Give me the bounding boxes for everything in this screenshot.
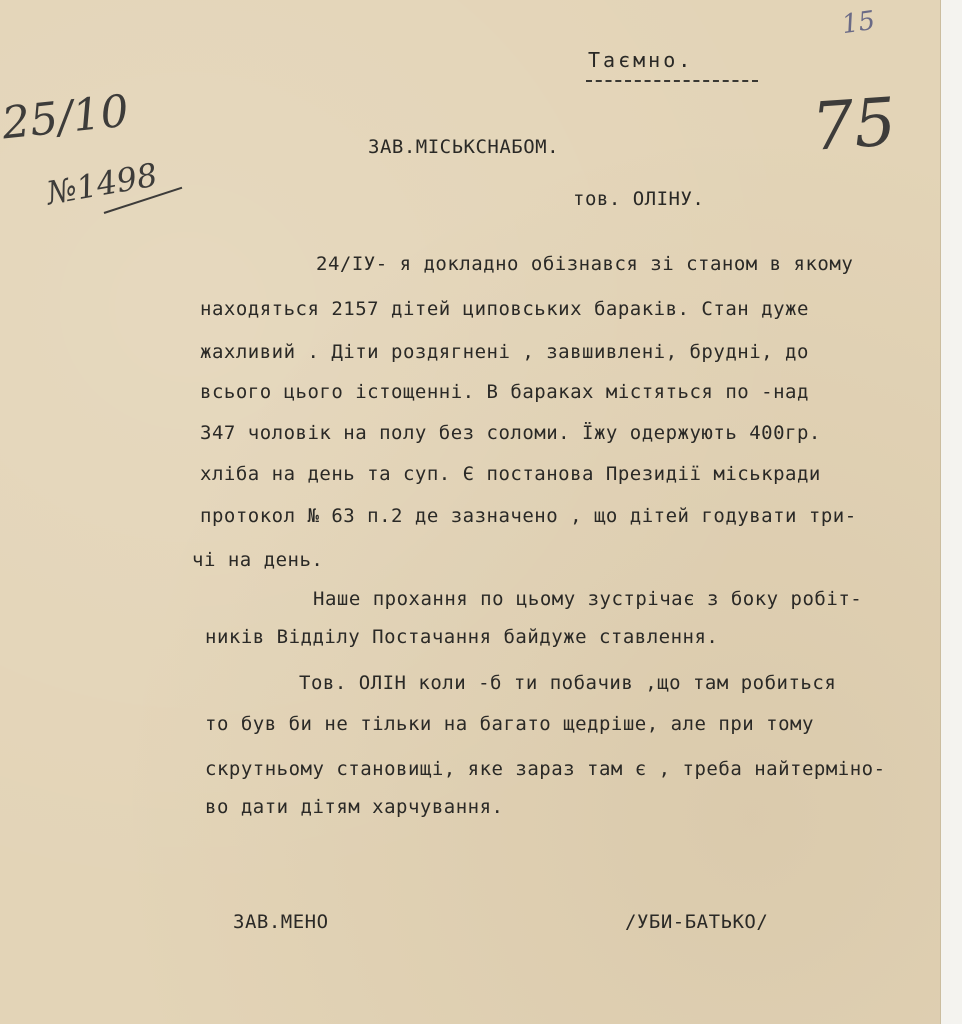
body-line: во дати дітям харчування.: [205, 796, 504, 818]
handwritten-folio-number: 75: [809, 83, 899, 166]
signer-title: ЗАВ.МЕНО: [233, 911, 329, 933]
body-line: 347 чоловік на полу без соломи. Їжу одержують 400гр.: [200, 422, 821, 444]
signer-name: /УБИ-БАТЬКО/: [625, 911, 769, 933]
body-line: жахливий . Діти роздягнені , завшивлені, брудні, до: [200, 341, 809, 363]
handwritten-date: 25/10: [0, 85, 132, 150]
body-line: находяться 2157 дітей циповських бараків. Стан дуже: [200, 298, 809, 320]
handwritten-registry-number: №1498: [43, 155, 161, 213]
classification-stamp: Таємно.: [588, 48, 694, 72]
body-line: всього цього істощенні. В бараках містяться по -над: [200, 381, 809, 403]
body-line: то був би не тільки на багато щедріше, але при тому: [205, 713, 814, 735]
addressee-line: ЗАВ.МІСЬКСНАБОМ.: [368, 136, 560, 158]
body-line: Наше прохання по цьому зустрічає з боку робіт-: [313, 588, 863, 610]
body-line: хліба на день та суп. Є постанова Президії міськради: [200, 463, 821, 485]
body-line: протокол № 63 п.2 де зазначено , що дітей годувати три-: [200, 505, 857, 527]
recipient-line: тов. ОЛІНУ.: [573, 188, 705, 210]
body-line: ників Відділу Постачання байдуже ставлення.: [205, 626, 719, 648]
body-line: скрутньому становищі, яке зараз там є , треба найтерміно-: [205, 758, 886, 780]
body-line: чі на день.: [192, 549, 324, 571]
body-line: 24/ІУ- я докладно обізнався зі станом в якому: [316, 253, 854, 275]
handwritten-corner-mark: 15: [840, 5, 878, 41]
body-line: Тов. ОЛІН коли -б ти побачив ,що там робиться: [299, 672, 837, 694]
classification-underline: [586, 80, 758, 82]
